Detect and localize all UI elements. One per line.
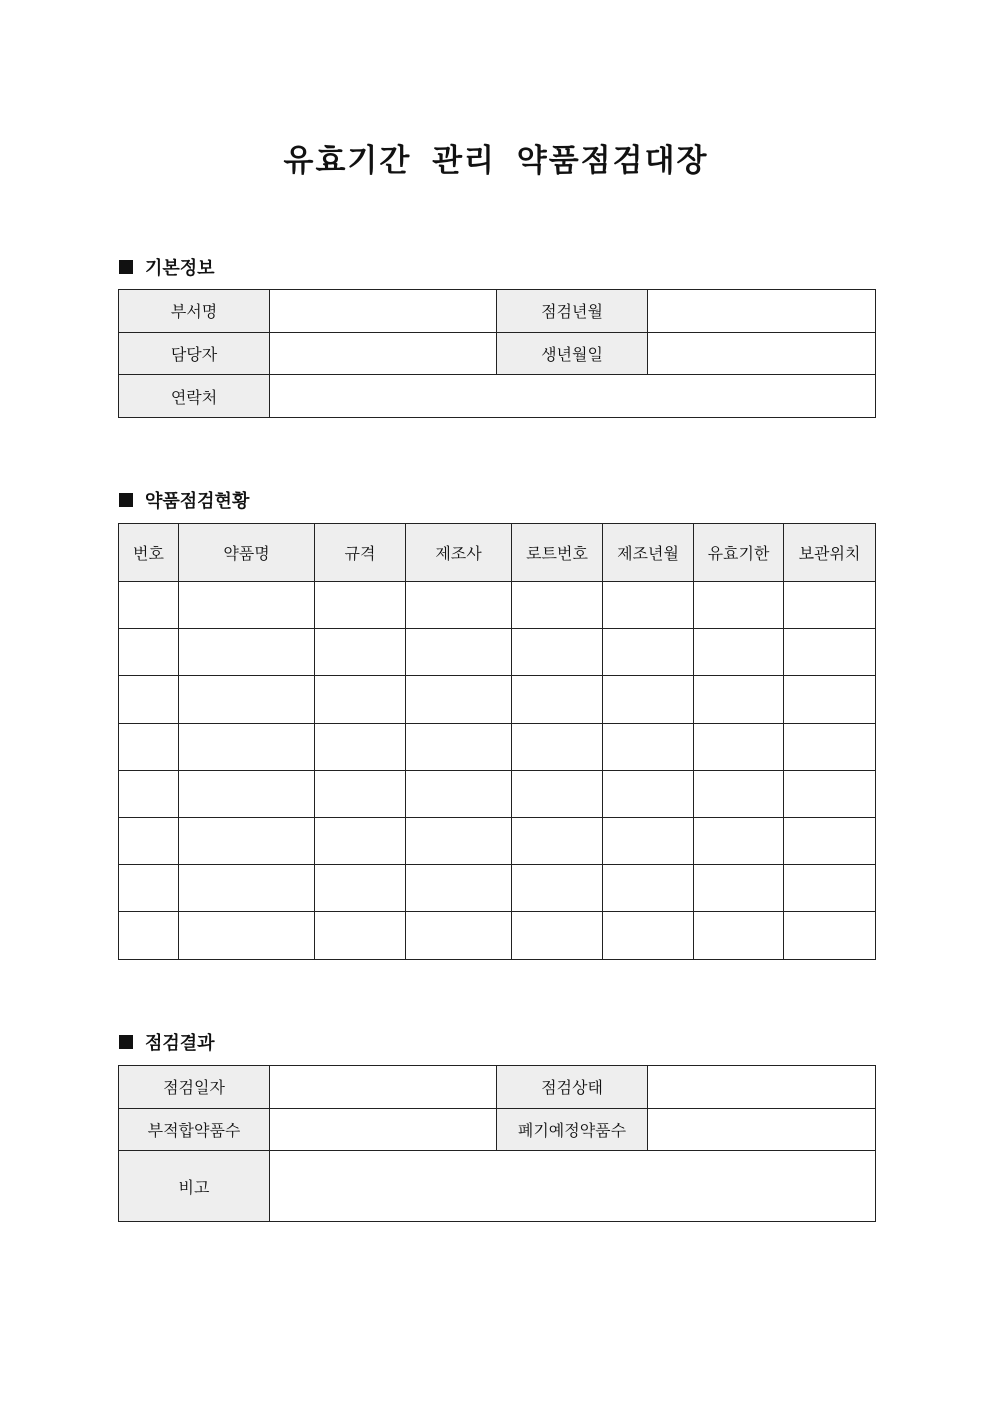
column-header-spec: 규격	[315, 524, 406, 582]
cell-lot-number[interactable]	[512, 676, 603, 723]
cell-manufacturer[interactable]	[406, 582, 512, 629]
check-status-field[interactable]	[648, 1066, 876, 1109]
square-bullet-icon	[119, 260, 133, 274]
contact-label: 연락처	[119, 375, 270, 418]
manager-label: 담당자	[119, 332, 270, 375]
check-date-label: 점검일자	[119, 1066, 270, 1109]
cell-manufacturer[interactable]	[406, 723, 512, 770]
cell-spec[interactable]	[315, 912, 406, 959]
cell-number[interactable]	[119, 770, 179, 817]
department-label: 부서명	[119, 290, 270, 333]
check-date-field[interactable]	[270, 1066, 497, 1109]
birth-date-label: 생년월일	[497, 332, 648, 375]
cell-number[interactable]	[119, 629, 179, 676]
cell-manufacture-date[interactable]	[603, 912, 694, 959]
disposal-count-label: 폐기예정약품수	[497, 1108, 648, 1151]
cell-manufacturer[interactable]	[406, 629, 512, 676]
cell-drug-name[interactable]	[179, 912, 315, 959]
cell-spec[interactable]	[315, 629, 406, 676]
cell-spec[interactable]	[315, 723, 406, 770]
cell-manufacturer[interactable]	[406, 865, 512, 912]
department-field[interactable]	[270, 290, 497, 333]
remarks-label: 비고	[119, 1151, 270, 1222]
column-header-storage-location: 보관위치	[784, 524, 876, 582]
document-title: 유효기간 관리 약품점검대장	[283, 143, 709, 179]
inspection-heading-text: 약품점검현황	[145, 491, 250, 512]
table-row	[119, 723, 876, 770]
column-header-lot-number: 로트번호	[512, 524, 603, 582]
cell-storage-location[interactable]	[784, 582, 876, 629]
basic-info-heading	[119, 254, 215, 280]
cell-expiry-date[interactable]	[694, 676, 784, 723]
cell-manufacture-date[interactable]	[603, 770, 694, 817]
contact-field[interactable]	[270, 375, 876, 418]
cell-spec[interactable]	[315, 817, 406, 864]
cell-drug-name[interactable]	[179, 676, 315, 723]
cell-spec[interactable]	[315, 676, 406, 723]
cell-lot-number[interactable]	[512, 817, 603, 864]
cell-lot-number[interactable]	[512, 629, 603, 676]
cell-manufacture-date[interactable]	[603, 582, 694, 629]
cell-lot-number[interactable]	[512, 912, 603, 959]
table-row	[119, 817, 876, 864]
cell-number[interactable]	[119, 912, 179, 959]
table-row	[119, 912, 876, 959]
cell-expiry-date[interactable]	[694, 629, 784, 676]
disposal-count-field[interactable]	[648, 1108, 876, 1151]
cell-lot-number[interactable]	[512, 865, 603, 912]
cell-spec[interactable]	[315, 865, 406, 912]
cell-lot-number[interactable]	[512, 723, 603, 770]
column-header-manufacturer: 제조사	[406, 524, 512, 582]
cell-storage-location[interactable]	[784, 629, 876, 676]
cell-number[interactable]	[119, 817, 179, 864]
cell-lot-number[interactable]	[512, 582, 603, 629]
result-heading	[119, 1029, 215, 1055]
cell-manufacture-date[interactable]	[603, 723, 694, 770]
table-row	[119, 676, 876, 723]
cell-drug-name[interactable]	[179, 770, 315, 817]
cell-number[interactable]	[119, 676, 179, 723]
square-bullet-icon	[119, 1035, 133, 1049]
cell-expiry-date[interactable]	[694, 865, 784, 912]
cell-manufacturer[interactable]	[406, 817, 512, 864]
column-header-manufacture-date: 제조년월	[603, 524, 694, 582]
cell-manufacture-date[interactable]	[603, 676, 694, 723]
cell-lot-number[interactable]	[512, 770, 603, 817]
cell-storage-location[interactable]	[784, 912, 876, 959]
cell-drug-name[interactable]	[179, 865, 315, 912]
result-heading-text: 점검결과	[145, 1033, 215, 1054]
check-month-label: 점검년월	[497, 290, 648, 333]
column-header-expiry-date: 유효기한	[694, 524, 784, 582]
cell-storage-location[interactable]	[784, 770, 876, 817]
manager-field[interactable]	[270, 332, 497, 375]
remarks-field[interactable]	[270, 1151, 876, 1222]
cell-manufacture-date[interactable]	[603, 865, 694, 912]
cell-number[interactable]	[119, 865, 179, 912]
cell-storage-location[interactable]	[784, 817, 876, 864]
inspection-heading	[119, 487, 249, 513]
birth-date-field[interactable]	[648, 332, 876, 375]
inspection-table	[118, 523, 876, 960]
cell-expiry-date[interactable]	[694, 723, 784, 770]
cell-expiry-date[interactable]	[694, 770, 784, 817]
cell-spec[interactable]	[315, 770, 406, 817]
cell-spec[interactable]	[315, 582, 406, 629]
nonconforming-count-field[interactable]	[270, 1108, 497, 1151]
column-header-number: 번호	[119, 524, 179, 582]
basic-info-heading-text: 기본정보	[145, 258, 215, 279]
cell-number[interactable]	[119, 723, 179, 770]
table-row	[119, 770, 876, 817]
cell-manufacturer[interactable]	[406, 912, 512, 959]
table-row	[119, 629, 876, 676]
nonconforming-count-label: 부적합약품수	[119, 1108, 270, 1151]
cell-expiry-date[interactable]	[694, 912, 784, 959]
cell-drug-name[interactable]	[179, 582, 315, 629]
column-header-drug-name: 약품명	[179, 524, 315, 582]
cell-manufacturer[interactable]	[406, 770, 512, 817]
cell-drug-name[interactable]	[179, 629, 315, 676]
cell-number[interactable]	[119, 582, 179, 629]
cell-drug-name[interactable]	[179, 723, 315, 770]
cell-expiry-date[interactable]	[694, 817, 784, 864]
cell-storage-location[interactable]	[784, 865, 876, 912]
result-table	[118, 1065, 876, 1222]
check-status-label: 점검상태	[497, 1066, 648, 1109]
cell-storage-location[interactable]	[784, 676, 876, 723]
cell-manufacture-date[interactable]	[603, 629, 694, 676]
cell-manufacture-date[interactable]	[603, 817, 694, 864]
cell-storage-location[interactable]	[784, 723, 876, 770]
square-bullet-icon	[119, 493, 133, 507]
cell-manufacturer[interactable]	[406, 676, 512, 723]
cell-drug-name[interactable]	[179, 817, 315, 864]
basic-info-table	[118, 289, 876, 418]
inspection-table-body	[119, 582, 876, 960]
table-row	[119, 582, 876, 629]
cell-expiry-date[interactable]	[694, 582, 784, 629]
table-row	[119, 865, 876, 912]
check-month-field[interactable]	[648, 290, 876, 333]
